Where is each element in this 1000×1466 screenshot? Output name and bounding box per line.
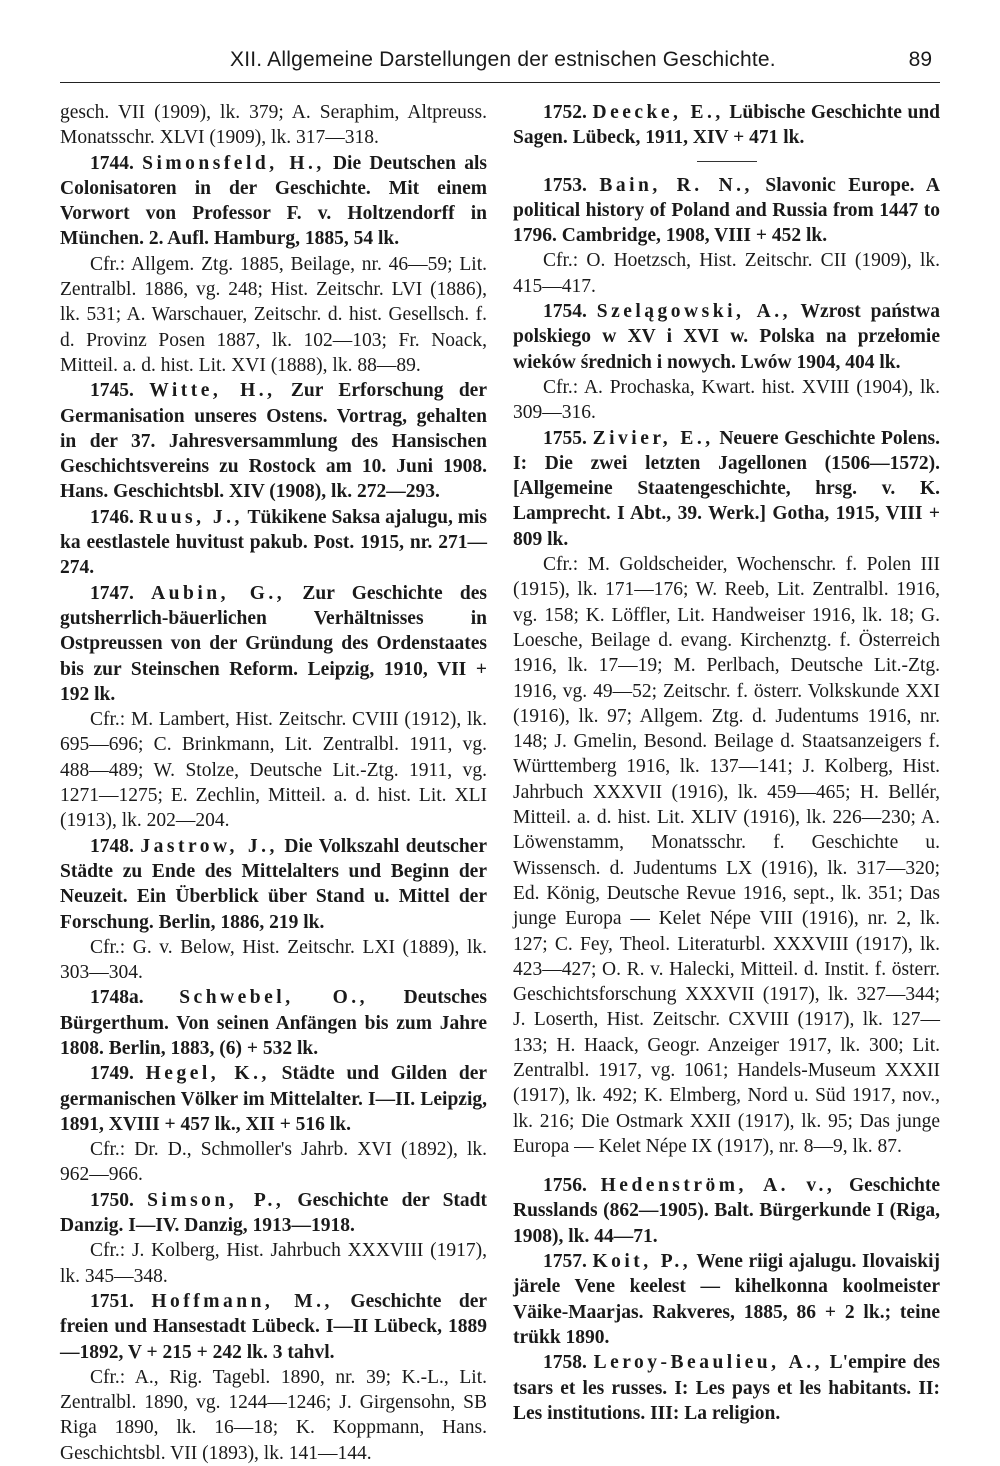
entry-title: Slavonic Europe. A political history of Poland and Russia from 1447 to 1796. Cambridge, 1908, VIII + 452 lk. <box>513 174 940 247</box>
bib-entry-1753 <box>513 173 940 299</box>
entry-cfr: Cfr.: A., Rig. Tagebl. 1890, nr. 39; K.-L., Lit. Zentralbl. 1890, vg. 1244—1246; J. Girgensohn, SB Riga 1890, lk. 16—18; K. Koppmann, Hans. Geschichtsbl. VII (1893), lk. 141—144. <box>60 1366 487 1464</box>
entry-title: Zur Erforschung der Germanisation unseres Ostens. Vortrag, gehalten in der 37. Jahresversammlung des Hansischen Geschichtsvereins zu Rostock am 10. Juni 1908. Hans. Geschichtsbl. XIV (1908), lk. 272—293. <box>60 380 487 503</box>
left-column <box>60 100 487 1466</box>
entry-title: Zur Geschichte des gutsherrlich-bäuerlichen Verhältnisses in Ostpreussen von der Gründung des Ordenstaates bis zur Steinschen Reform. Leipzig, 1910, VII + 192 lk. <box>60 582 488 705</box>
bib-entry-1758 <box>513 1350 940 1426</box>
entry-author: Simson, P., <box>147 1189 285 1211</box>
entry-author: Hedenström, A. v., <box>600 1175 836 1197</box>
entry-number: 1752. <box>543 102 587 123</box>
entry-number: 1747. <box>90 582 134 604</box>
bib-entry-1749 <box>60 1061 487 1187</box>
entry-author: Hegel, K., <box>145 1063 270 1085</box>
page-number: 89 <box>908 48 932 71</box>
right-column <box>513 100 940 1426</box>
entry-number: 1754. <box>543 301 587 323</box>
bib-entry-1747 <box>60 581 487 834</box>
entry-title: Geschichte der freien und Hansestadt Lübeck. I—II Lübeck, 1889—1892, V + 215 + 242 lk. 3 tahvl. <box>60 1290 488 1363</box>
bib-entry-1750 <box>60 1188 487 1289</box>
entry-number: 1748. <box>90 835 134 857</box>
bib-entry-1752 <box>513 100 940 151</box>
entry-number: 1749. <box>90 1063 134 1085</box>
entry-cfr: Cfr.: J. Kolberg, Hist. Jahrbuch XXXVIII (1917), lk. 345—348. <box>60 1240 487 1287</box>
entry-cfr: Cfr.: G. v. Below, Hist. Zeitschr. LXI (1889), lk. 303—304. <box>60 936 487 984</box>
section-divider <box>697 161 757 162</box>
entry-number: 1750. <box>90 1189 134 1211</box>
running-header <box>60 42 940 83</box>
entry-cfr: Cfr.: A. Prochaska, Kwart. hist. XVIII (1904), lk. 309—316. <box>513 376 940 424</box>
bib-entry-1744 <box>60 151 487 379</box>
entry-number: 1756. <box>543 1175 587 1197</box>
entry-number: 1746. <box>90 506 134 528</box>
bib-entry-1748a <box>60 985 487 1061</box>
entry-author: Jastrow, J., <box>140 835 278 857</box>
bib-entry-1746 <box>60 505 487 581</box>
entry-number: 1748a. <box>90 987 144 1009</box>
entry-title: Geschichte der Stadt Danzig. I—IV. Danzig, 1913—1918. <box>60 1189 488 1237</box>
entry-author: Szelągowski, A., <box>596 301 791 323</box>
entry-author: Hoffmann, M., <box>151 1290 333 1312</box>
entry-title: Wene riigi ajalugu. Ilovaiskij järele Vene keelest — kihelkonna koolmeister Väike-Maarjas. Rakveres, 1885, 86 + 2 lk.; teine trükk 1890. <box>513 1251 941 1348</box>
entry-title: Die Volkszahl deutscher Städte zu Ende des Mittelalters und Beginn der Neuzeit. Ein Überblick über Stand u. Mittel der Forschung. Berlin, 1886, 219 lk. <box>60 835 487 933</box>
entry-title: Tükikene Saksa ajalugu, mis ka eestlastele huvitust pakub. Post. 1915, nr. 271—274. <box>60 506 487 579</box>
entry-title: Die Deutschen als Colonisatoren in der Geschichte. Mit einem Vorwort von Professor F. v. Holtzendorff in München. 2. Aufl. Hamburg, 1885, 54 lk. <box>60 152 488 250</box>
bib-entry-1745 <box>60 378 487 504</box>
bib-entry-1755 <box>513 426 940 1160</box>
entry-title: Neuere Geschichte Polens. I: Die zwei letzten Jagellonen (1506—1572). [Allgemeine Staatengeschichte, hrsg. v. K. Lamprecht. I Abt., 39. Werk.] Gotha, 1915, VIII + 809 lk. <box>513 427 941 550</box>
continuation-text: gesch. VII (1909), lk. 379; A. Seraphim, Altpreuss. Monatsschr. XLVI (1909), lk. 317—318. <box>60 102 487 149</box>
entry-author: Simonsfeld, H., <box>142 152 325 174</box>
entry-title: Städte und Gilden der germanischen Völker im Mittelalter. I—II. Leipzig, 1891, XVIII + 457 lk., XII + 516 lk. <box>60 1063 488 1135</box>
entry-cfr: Cfr.: Dr. D., Schmoller's Jahrb. XVI (1892), lk. 962—966. <box>60 1139 487 1186</box>
entry-cfr: Cfr.: M. Lambert, Hist. Zeitschr. CVIII (1912), lk. 695—696; C. Brinkmann, Lit. Zentralbl. 1911, vg. 488—489; W. Stolze, Deutsche Lit.-Ztg. 1911, vg. 1271—1275; E. Zechlin, Mitteil. a. d. hist. Lit. XLI (1913), lk. 202—204. <box>60 709 487 832</box>
entry-author: Leroy-Beaulieu, A., <box>593 1352 823 1374</box>
entry-number: 1753. <box>543 174 587 196</box>
entry-number: 1757. <box>543 1251 587 1273</box>
entry-number: 1755. <box>543 427 587 449</box>
entry-author: Ruus, J., <box>138 506 243 528</box>
entry-number: 1745. <box>90 380 134 402</box>
entry-title: Wzrost państwa polskiego w XV i XVI w. Polska na przełomie wieków średnich i nowych. Lwów 1904, 404 lk. <box>513 301 940 373</box>
entry-author: Deecke, E., <box>592 102 724 123</box>
entry-cfr: Cfr.: O. Hoetzsch, Hist. Zeitschr. CII (1909), lk. 415—417. <box>513 250 940 297</box>
entry-cfr: Cfr.: Allgem. Ztg. 1885, Beilage, nr. 46—59; Lit. Zentralbl. 1886, vg. 248; Hist. Zeitschr. LVI (1886), lk. 531; A. Warschauer, Zeitschr. d. hist. Gesellsch. f. d. Provinz Posen 1887, lk. 102—103; Fr. Noack, Mitteil. a. d. hist. Lit. XVI (1888), lk. 88—89. <box>60 253 487 376</box>
bib-entry-1751 <box>60 1289 487 1466</box>
entry-number: 1758. <box>543 1352 587 1374</box>
bib-entry-1757 <box>513 1249 940 1350</box>
entry-cfr: Cfr.: M. Goldscheider, Wochenschr. f. Polen III (1915), lk. 171—176; W. Reeb, Lit. Zentralbl. 1916, vg. 158; K. Löffler, Lit. Handweiser 1916, lk. 18; G. Loesche, Beilage d. evang. Kirchenztg. f. Österreich 1916, lk. 17—19; M. Perlbach, Deutsche Lit.-Ztg. 1916, vg. 49—52; Zeitschr. f. österr. Volkskunde XXI (1916), lk. 97; Allgem. Ztg. d. Judentums 1916, nr. 148; J. Gmelin, Besond. Beilage d. Staatsanzeigers f. Württemberg 1916, lk. 137—141; J. Kolberg, Hist. Jahrbuch XXXVII (1916), lk. 459—465; H. Bellér, Mitteil. a. d. hist. Lit. XLIV (1916), lk. 226—230; A. Löwenstamm, Monatsschr. f. Geschichte u. Wissensch. d. Judentums LX (1916), lk. 317—320; Ed. König, Deutsche Revue 1916, sept., lk. 351; Das junge Europa — Kelet Népe VIII (1916), nr. 2, lk. 127; C. Fey, Theol. Literaturbl. XXXVIII (1917), lk. 423—427; O. R. v. Halecki, Mitteil. d. Instit. f. österr. Geschichtsforschung XXXVII (1917), lk. 327—344; J. Loserth, Hist. Zeitschr. CXVIII (1917), lk. 127—133; H. Haack, Geogr. Anzeiger 1917, lk. 300; Lit. Zentralbl. 1917, vg. 1061; Handels-Museum XXXII (1917), lk. 492; K. Elmberg, Nord u. Süd 1917, nov., lk. 216; Die Ostmark XXII (1917), lk. 95; Das junge Europa — Kelet Népe IX (1917), nr. 8—9, lk. 87. <box>513 554 940 1157</box>
entry-author: Aubin, G., <box>151 582 286 604</box>
entry-title: Deutsches Bürgerthum. Von seinen Anfängen bis zum Jahre 1808. Berlin, 1883, (6) + 532 lk. <box>60 987 488 1059</box>
running-title: XII. Allgemeine Darstellungen der estnischen Geschichte. <box>230 48 776 71</box>
bib-entry-1748 <box>60 834 487 986</box>
entry-author: Schwebel, O., <box>179 987 369 1009</box>
entry-title: L'empire des tsars et les russes. I: Les pays et les habitants. II: Les institutions. III: La religion. <box>513 1352 941 1424</box>
bib-entry-1754 <box>513 299 940 425</box>
entry-number: 1744. <box>90 152 134 174</box>
entry-title: Geschichte Russlands (862—1905). Balt. Bürgerkunde I (Riga, 1908), lk. 44—71. <box>513 1175 940 1247</box>
entry-author: Witte, H., <box>149 380 276 402</box>
entry-author: Koit, P., <box>592 1251 692 1273</box>
entry-number: 1751. <box>90 1290 134 1312</box>
entry-author: Bain, R. N., <box>599 174 753 196</box>
entry-title: Lübische Geschichte und Sagen. Lübeck, 1911, XIV + 471 lk. <box>513 102 941 149</box>
bib-entry-1756 <box>513 1173 940 1249</box>
entry-author: Zivier, E., <box>592 427 714 449</box>
